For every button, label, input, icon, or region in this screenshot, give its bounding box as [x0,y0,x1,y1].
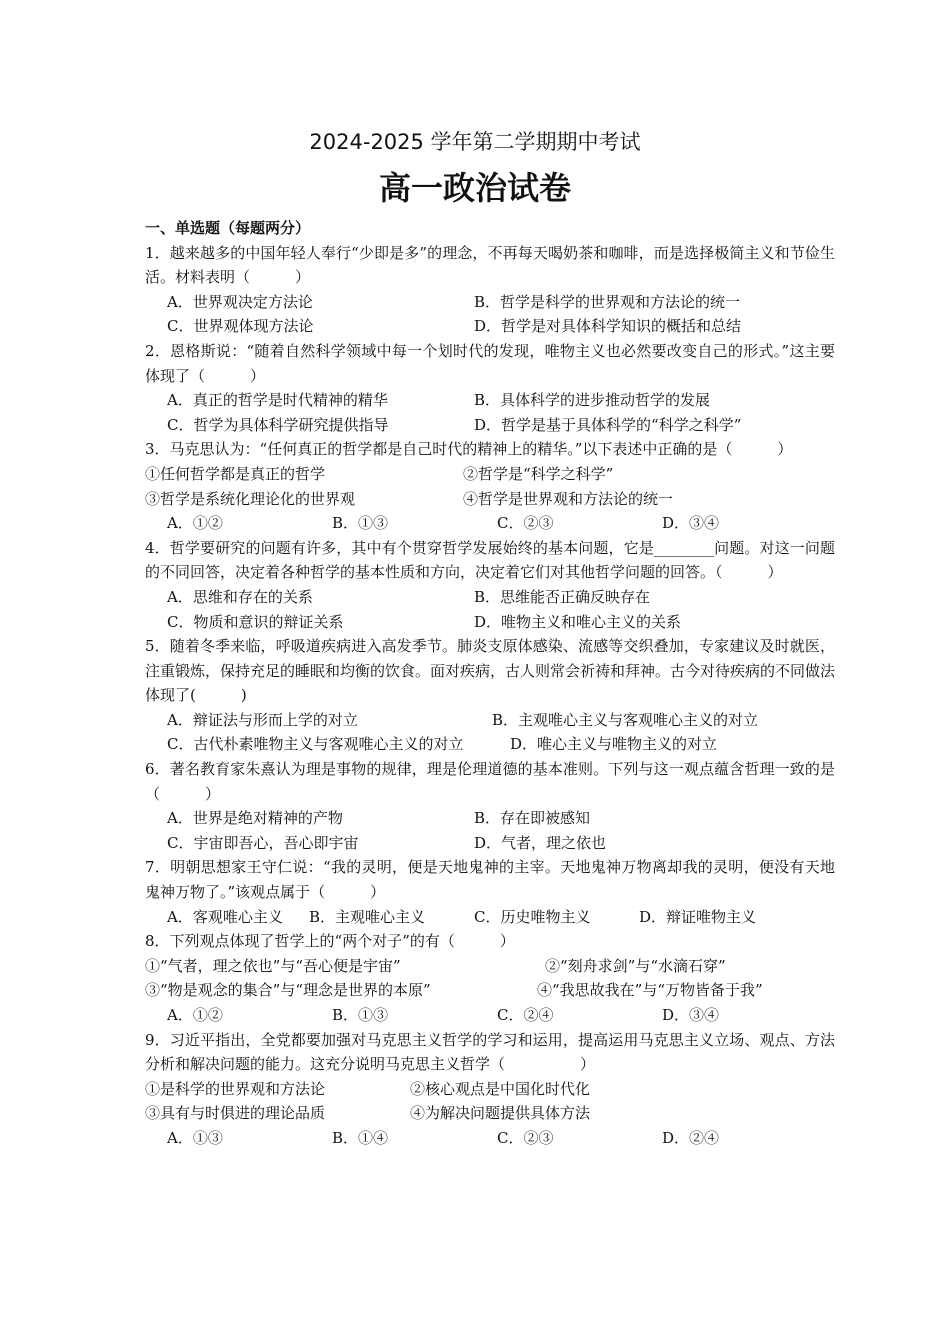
section-heading: 一、单选题（每题两分） [145,219,311,237]
option-b: B．①③ [332,1006,389,1024]
question-7-options [145,905,835,930]
question-1-stem: 1．越来越多的中国年轻人奉行“少即是多”的理念，不再每天喝奶茶和咖啡，而是选择极简主义和节俭生活。材料表明（ ） [145,243,835,287]
option-d: D．③④ [662,514,720,533]
question-9-stem: 9．习近平指出，全党都要加强对马克思主义哲学的学习和运用，提高运用马克思主义立场、观点、方法分析和解决问题的能力。这充分说明马克思主义哲学（ ） [145,1030,835,1074]
question-4-options [145,585,835,610]
exam-subtitle: 高一政治试卷 [378,169,571,207]
option-a: A．真正的哲学是时代精神的精华 [167,391,388,410]
question-9-statements [145,1077,835,1102]
statement-1: ①是科学的世界观和方法论 [145,1079,326,1098]
question-2-options-2 [145,413,835,438]
option-b: B．①④ [332,1128,389,1147]
question-8-statements-2 [145,978,835,1003]
question-4-options-2 [145,610,835,635]
option-c: C．物质和意识的辩证关系 [167,612,344,631]
question-6-options [145,806,835,831]
option-a: A．①② [167,514,223,533]
question-3-stem: 3．马克思认为：“任何真正的哲学都是自己时代的精神上的精华。”以下表述中正确的是（ ） [145,440,793,459]
option-a: A．①③ [167,1128,223,1147]
statement-2: ②“刻舟求剑”与“水滴石穿” [545,956,726,975]
statement-1: ①任何哲学都是真正的哲学 [145,464,326,483]
option-c: C．世界观体现方法论 [167,317,314,336]
statement-3: ③具有与时俱进的理论品质 [145,1104,326,1123]
option-d: D．唯物主义和唯心主义的关系 [474,612,682,631]
statement-3: ③“物是观念的集合”与“理念是世界的本原” [145,981,431,1000]
question-3-statements-2 [145,487,835,512]
question-5-options-2 [145,732,835,757]
exam-title: 2024-2025 学年第二学期期中考试 [309,130,641,154]
option-d: D．辩证唯物主义 [639,907,757,926]
question-7-stem: 7．明朝思想家王守仁说：“我的灵明，便是天地鬼神的主宰。天地鬼神万物离却我的灵明，便没有天地鬼神万物了。”该观点属于（ ） [145,858,835,902]
question-2-options [145,388,835,413]
option-d: D．哲学是对具体科学知识的概括和总结 [474,317,742,336]
exam-content [145,216,835,1151]
question-5-stem: 5．随着冬季来临，呼吸道疾病进入高发季节。肺炎支原体感染、流感等交织叠加，专家建议及时就医，注重锻炼，保持充足的睡眠和均衡的饮食。面对疾病，古人则常会祈祷和拜神。古今对待疾病的不同做法体现了( ) [145,637,836,705]
option-c: C．古代朴素唯物主义与客观唯心主义的对立 [167,735,464,754]
question-1-options [145,290,835,315]
option-b: B．哲学是科学的世界观和方法论的统一 [474,292,741,311]
option-a: A．客观唯心主义 [167,907,283,926]
statement-4: ④“我思故我在”与“万物皆备于我” [537,981,763,1000]
question-8-options [145,1003,835,1028]
statement-2: ②哲学是“科学之科学” [463,464,614,483]
option-d: D．哲学是基于具体科学的“科学之科学” [474,415,742,434]
option-b: B．主观唯心主义 [309,907,426,926]
option-a: A．世界是绝对精神的产物 [167,809,343,828]
question-6-stem: 6．著名教育家朱熹认为理是事物的规律，理是伦理道德的基本准则。下列与这一观点蕴含哲理一致的是（ ） [145,760,835,803]
question-2-stem: 2．恩格斯说：“随着自然科学领域中每一个划时代的发现，唯物主义也必然要改变自己的形式。”这主要体现了（ ） [145,341,835,385]
question-9-options [145,1126,835,1151]
option-b: B．存在即被感知 [474,809,591,828]
option-c: C．历史唯物主义 [474,907,591,926]
question-6-options-2 [145,831,835,856]
statement-4: ④为解决问题提供具体方法 [410,1104,591,1123]
option-d: D．③④ [662,1006,720,1024]
option-d: D．唯心主义与唯物主义的对立 [510,735,718,754]
question-4-stem: 4．哲学要研究的问题有许多，其中有个贯穿哲学发展始终的基本问题，它是________问题。对这一问题的不同回答，决定着各种哲学的基本性质和方向，决定着它们对其他哲学问题的回答。（ ） [145,538,835,582]
statement-1: ①“气者，理之依也”与“吾心便是宇宙” [145,956,401,975]
option-b: B．思维能否正确反映存在 [474,587,651,606]
option-b: B．主观唯心主义与客观唯心主义的对立 [492,710,759,729]
statement-2: ②核心观点是中国化时代化 [410,1079,591,1098]
option-b: B．①③ [332,514,389,533]
question-3-statements [145,462,835,487]
question-8-statements [145,954,835,979]
option-a: A．世界观决定方法论 [167,292,313,311]
question-9-statements-2 [145,1101,835,1126]
option-d: D．②④ [662,1128,720,1147]
option-c: C．宇宙即吾心，吾心即宇宙 [167,833,359,852]
option-a: A．①② [167,1006,223,1024]
option-c: C．哲学为具体科学研究提供指导 [167,415,389,434]
option-a: A．辩证法与形而上学的对立 [167,710,358,729]
option-b: B．具体科学的进步推动哲学的发展 [474,391,711,410]
option-c: C．②③ [497,1128,554,1147]
question-8-stem: 8．下列观点体现了哲学上的“两个对子”的有（ ） [145,932,515,951]
statement-3: ③哲学是系统化理论化的世界观 [145,489,356,508]
question-3-options [145,511,835,536]
statement-4: ④哲学是世界观和方法论的统一 [463,489,674,508]
question-1-options-2 [145,314,835,339]
option-a: A．思维和存在的关系 [167,587,313,606]
option-c: C．②③ [497,514,554,533]
question-5-options [145,708,835,733]
option-c: C．②④ [497,1006,554,1024]
option-d: D．气者，理之依也 [474,833,607,852]
